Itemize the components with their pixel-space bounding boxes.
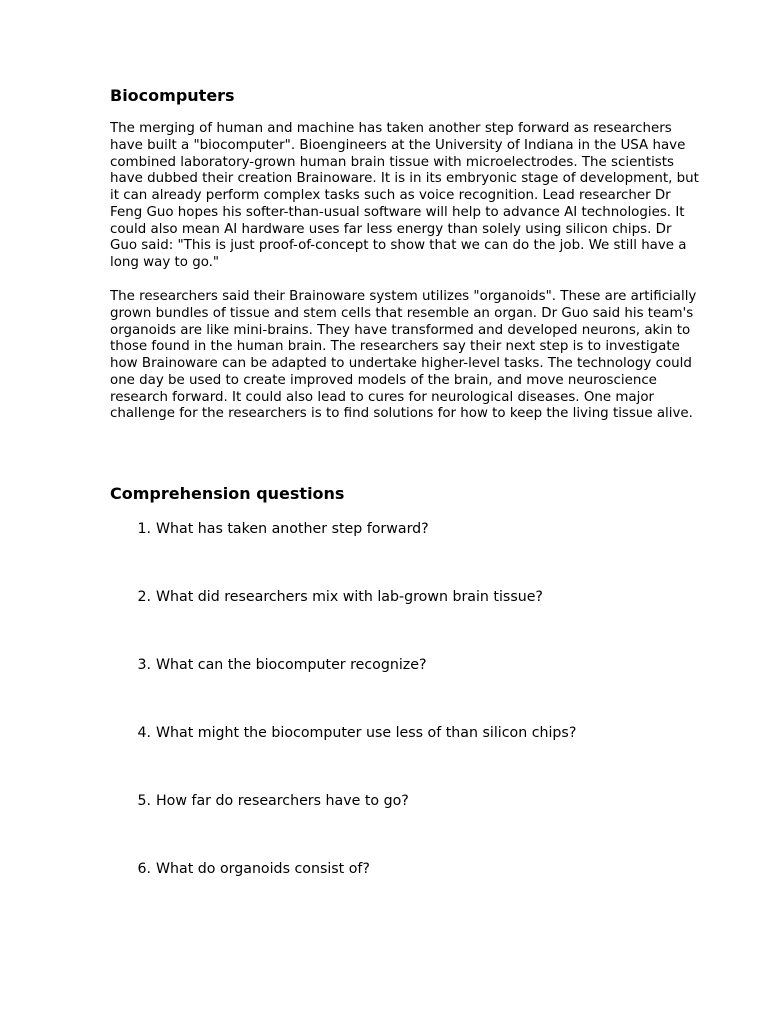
question-text: What can the biocomputer recognize? [156,657,427,673]
question-text: What do organoids consist of? [156,861,370,877]
question-number: 3. [137,657,151,673]
questions-heading: Comprehension questions [110,484,345,503]
question-text: What has taken another step forward? [156,521,429,537]
article-paragraph-2: The researchers said their Brainoware system utilizes "organoids". These are artificially grown bundles of tissue and stem cells that resemble an organ. Dr Guo said his team's organoids are like mini-brains. They have transformed and developed neurons, akin to those found in the human brain. The researchers say their next step is to investigate how Brainoware can be adapted to undertake higher-level tasks. The technology could one day be used to create improved models of the brain, and move neuroscience research forward. It could also lead to cures for neurological diseases. One major challenge for the researchers is to find solutions for how to keep the living tissue alive. [110,289,697,422]
document-page [110,0,700,1024]
question-item [110,791,700,811]
question-number: 5. [137,793,151,809]
question-item [110,723,700,743]
question-item [110,587,700,607]
question-text: What might the biocomputer use less of than silicon chips? [156,725,577,741]
question-number: 2. [137,589,151,605]
question-number: 4. [137,725,151,741]
question-item [110,655,700,675]
question-text: How far do researchers have to go? [156,793,409,809]
question-text: What did researchers mix with lab-grown brain tissue? [156,589,543,605]
question-item [110,519,700,539]
document-title: Biocomputers [110,86,235,105]
article-paragraph-1: The merging of human and machine has taken another step forward as researchers have built a "biocomputer". Bioengineers at the University of Indiana in the USA have combined laboratory-grown human brain tissue with microelectrodes. The scientists have dubbed their creation Brainoware. It is in its embryonic stage of development, but it can already perform complex tasks such as voice recognition. Lead researcher Dr Feng Guo hopes his softer-than-usual software will help to advance AI technologies. It could also mean AI hardware uses far less energy than solely using silicon chips. Dr Guo said: "This is just proof-of-concept to show that we can do the job. We still have a long way to go." [110,121,699,270]
question-number: 1. [137,521,151,537]
question-number: 6. [137,861,151,877]
question-item [110,859,700,879]
